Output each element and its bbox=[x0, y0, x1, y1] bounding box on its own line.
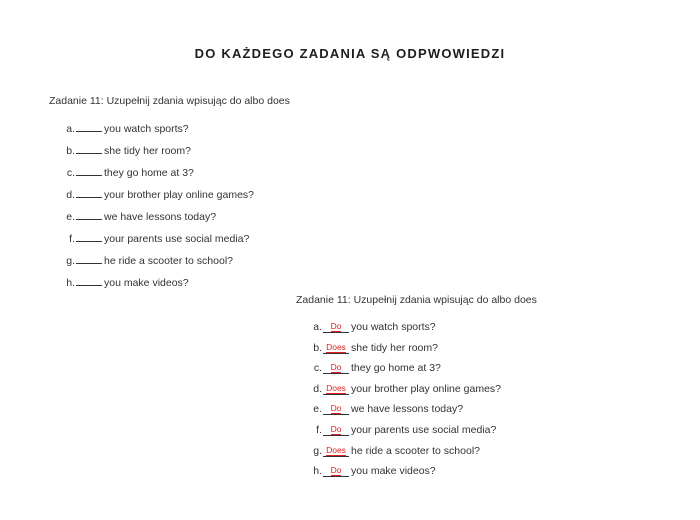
answer-blank[interactable] bbox=[76, 144, 102, 154]
item-letter: a. bbox=[66, 123, 75, 135]
answer-blank[interactable] bbox=[76, 166, 102, 176]
item-text: she tidy her room? bbox=[104, 145, 191, 157]
answer-item bbox=[312, 338, 537, 359]
item-letter: d. bbox=[313, 382, 322, 395]
answer-list bbox=[296, 317, 537, 482]
item-letter: g. bbox=[66, 255, 75, 267]
filled-answer: Do bbox=[323, 424, 349, 436]
filled-answer: Do bbox=[323, 362, 349, 374]
item-letter: h. bbox=[66, 277, 75, 289]
filled-answer: Does bbox=[323, 342, 349, 354]
item-text: you make videos? bbox=[104, 277, 189, 289]
answer-item bbox=[312, 317, 537, 338]
item-text: your brother play online games? bbox=[351, 382, 502, 395]
answer-blank[interactable] bbox=[76, 232, 102, 242]
answer-blank[interactable] bbox=[76, 210, 102, 220]
question-item bbox=[65, 140, 290, 162]
question-item bbox=[65, 118, 290, 140]
item-text: you make videos? bbox=[351, 465, 436, 478]
item-text: you watch sports? bbox=[104, 123, 189, 135]
item-text: they go home at 3? bbox=[351, 362, 441, 375]
answer-blank[interactable] bbox=[76, 276, 102, 286]
item-text: your parents use social media? bbox=[104, 233, 250, 245]
item-letter: d. bbox=[66, 189, 75, 201]
item-letter: c. bbox=[313, 362, 322, 375]
question-item bbox=[65, 250, 290, 272]
filled-answer: Do bbox=[323, 403, 349, 415]
answer-item bbox=[312, 420, 537, 441]
question-item bbox=[65, 228, 290, 250]
item-text: your brother play online games? bbox=[104, 189, 255, 201]
item-letter: e. bbox=[313, 403, 322, 416]
filled-answer: Do bbox=[323, 465, 349, 477]
page-title: DO KAŻDEGO ZADANIA SĄ ODPWOWIEDZI bbox=[194, 46, 506, 61]
item-text: your parents use social media? bbox=[351, 423, 497, 436]
answer-blank[interactable] bbox=[76, 122, 102, 132]
item-letter: f. bbox=[69, 233, 75, 245]
question-item bbox=[65, 272, 290, 294]
answer-item bbox=[312, 461, 537, 482]
question-item bbox=[65, 184, 290, 206]
question-list bbox=[49, 118, 290, 294]
item-letter: f. bbox=[316, 423, 322, 436]
item-letter: e. bbox=[66, 211, 75, 223]
answer-blank[interactable] bbox=[76, 254, 102, 264]
task-title: Zadanie 11: Uzupełnij zdania wpisując do albo does bbox=[296, 294, 537, 306]
item-letter: b. bbox=[313, 341, 322, 354]
question-item bbox=[65, 162, 290, 184]
answer-item bbox=[312, 441, 537, 462]
task-title: Zadanie 11: Uzupełnij zdania wpisując do albo does bbox=[49, 95, 290, 107]
answer-item bbox=[312, 399, 537, 420]
item-text: we have lessons today? bbox=[351, 403, 464, 416]
filled-answer: Does bbox=[323, 383, 349, 395]
item-text: she tidy her room? bbox=[351, 341, 438, 354]
exercise-blank bbox=[49, 95, 290, 294]
item-letter: g. bbox=[313, 444, 322, 457]
item-letter: c. bbox=[66, 167, 75, 179]
item-text: you watch sports? bbox=[351, 321, 436, 333]
item-letter: b. bbox=[66, 145, 75, 157]
item-text: he ride a scooter to school? bbox=[351, 444, 480, 457]
question-item bbox=[65, 206, 290, 228]
filled-answer: Do bbox=[323, 321, 349, 333]
filled-answer: Does bbox=[323, 445, 349, 457]
answer-item bbox=[312, 379, 537, 400]
item-letter: a. bbox=[313, 321, 322, 333]
item-text: we have lessons today? bbox=[104, 211, 217, 223]
item-letter: h. bbox=[313, 465, 322, 478]
item-text: they go home at 3? bbox=[104, 167, 194, 179]
item-text: he ride a scooter to school? bbox=[104, 255, 233, 267]
answer-item bbox=[312, 358, 537, 379]
answer-blank[interactable] bbox=[76, 188, 102, 198]
exercise-answers bbox=[296, 294, 537, 482]
